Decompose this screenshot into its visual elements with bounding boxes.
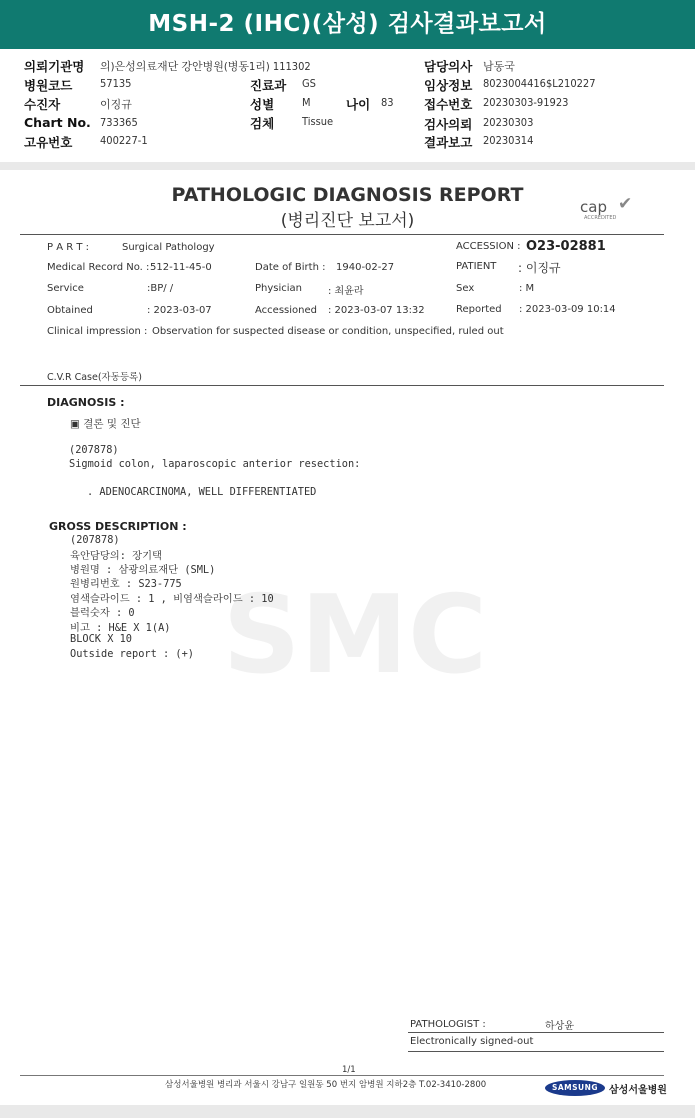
page-number: 1/1	[342, 1065, 356, 1075]
pathologist-name: 하상윤	[545, 1021, 574, 1032]
gross-line: (207878)	[70, 534, 120, 546]
clinical-info-label: 임상정보	[424, 78, 473, 93]
sex-label: 성별	[250, 97, 275, 112]
electronically-signed: Electronically signed-out	[410, 1036, 534, 1047]
doctor-value: 남동국	[483, 60, 515, 73]
unique-no-value: 400227-1	[100, 134, 148, 147]
report-date-label: 결과보고	[424, 135, 473, 150]
service-label: Service	[47, 283, 84, 294]
receipt-no-value: 20230303-91923	[483, 96, 569, 109]
svg-text:SMC: SMC	[222, 580, 488, 690]
diagnosis-heading: DIAGNOSIS :	[47, 396, 125, 409]
request-metadata	[0, 49, 695, 162]
age-label: 나이	[346, 97, 371, 112]
report-date-value: 20230314	[483, 134, 534, 147]
age-value: 83	[381, 96, 394, 109]
part-label: P A R T :	[47, 242, 90, 253]
samsung-logo: SAMSUNG	[545, 1080, 605, 1096]
gross-line: BLOCK X 10	[70, 633, 132, 645]
unique-no-label: 고유번호	[24, 135, 73, 150]
gross-line: 육안담당의: 장기택	[70, 550, 162, 562]
physician-label: Physician	[255, 283, 303, 294]
gross-line: 원병리번호 : S23-775	[70, 578, 182, 590]
cap-accredited-text: ACCREDITED	[584, 215, 617, 221]
diagnosis-specimen: Sigmoid colon, laparoscopic anterior resection:	[69, 458, 361, 470]
cap-logo-text: cap	[580, 198, 607, 216]
sex-value: M	[302, 96, 311, 109]
report-title-ko: (병리진단 보고서)	[280, 211, 415, 231]
specimen-value: Tissue	[302, 115, 334, 128]
specimen-label: 검체	[250, 116, 275, 131]
hospital-code-label: 병원코드	[24, 78, 73, 93]
request-date-value: 20230303	[483, 116, 534, 129]
hospital-code-value: 57135	[100, 77, 132, 90]
reported-value: : 2023-03-09 10:14	[519, 304, 616, 315]
signoff-rule-bottom	[408, 1051, 664, 1052]
footer-rule	[20, 1075, 664, 1076]
reported-label: Reported	[456, 304, 502, 315]
requesting-org-label: 의뢰기관명	[24, 59, 85, 74]
report-title-en: PATHOLOGIC DIAGNOSIS REPORT	[171, 184, 524, 206]
footer-address: 삼성서울병원 병리과 서울시 강남구 일원동 50 번지 암병원 지하2층 T.02-3410-2800	[165, 1080, 487, 1090]
pathology-report-page	[0, 170, 695, 1105]
obtained-value: : 2023-03-07	[147, 305, 212, 316]
header-rule	[20, 234, 664, 235]
sex-label-report: Sex	[456, 283, 475, 294]
requesting-org-value: 의)은성의료재단 강안병원(병동1리) 111302	[100, 60, 311, 73]
gross-line: 블럭숫자 : 0	[70, 607, 135, 619]
clinical-impression-label: Clinical impression :	[47, 326, 148, 337]
obtained-label: Obtained	[47, 305, 93, 316]
bottom-margin	[0, 1105, 695, 1118]
clinical-info-value: 8023004416$L210227	[483, 77, 596, 90]
gross-line: 염색슬라이드 : 1 , 비염색슬라이드 : 10	[70, 593, 274, 605]
accession-label: ACCESSION :	[456, 241, 521, 252]
patient-name-label: 수진자	[24, 97, 61, 112]
request-date-label: 검사의뢰	[424, 117, 473, 132]
gross-line: Outside report : (+)	[70, 648, 194, 660]
accessioned-value: : 2023-03-07 13:32	[328, 305, 425, 316]
cap-accredited-logo	[580, 194, 640, 222]
gross-line: 병원명 : 삼광의료재단 (SML)	[70, 564, 216, 576]
department-value: GS	[302, 77, 316, 90]
section-divider	[0, 162, 695, 170]
report-banner-title: MSH-2 (IHC)(삼성) 검사결과보고서	[0, 0, 695, 49]
physician-value: : 최윤라	[328, 286, 364, 297]
mrn-value: 512-11-45-0	[150, 262, 212, 273]
accessioned-label: Accessioned	[255, 305, 317, 316]
department-label: 진료과	[250, 78, 287, 93]
dob-value: 1940-02-27	[336, 262, 395, 273]
hospital-name: 삼성서울병원	[609, 1085, 667, 1096]
sex-value-report: : M	[519, 283, 535, 294]
cvr-case: C.V.R Case(자동등록)	[47, 372, 142, 383]
clinical-impression-value: Observation for suspected disease or condition, unspecified, ruled out	[152, 326, 504, 337]
accession-value: O23-02881	[526, 239, 606, 254]
diagnosis-conclusion-title: ▣ 결론 및 진단	[70, 418, 141, 430]
pathologist-label: PATHOLOGIST :	[410, 1019, 486, 1030]
checkmark-icon: ✔	[618, 194, 633, 214]
receipt-no-label: 접수번호	[424, 97, 473, 112]
patient-name-value: 이징규	[100, 98, 132, 111]
gross-line: 비고 : H&E X 1(A)	[70, 622, 171, 634]
gross-heading: GROSS DESCRIPTION :	[49, 520, 187, 533]
signoff-rule	[408, 1032, 664, 1033]
diagnosis-result: . ADENOCARCINOMA, WELL DIFFERENTIATED	[87, 486, 317, 498]
diagnosis-case-id: (207878)	[69, 444, 119, 456]
part-value: Surgical Pathology	[122, 242, 215, 253]
chart-no-label: Chart No.	[24, 115, 91, 130]
service-value: :BP/ /	[147, 283, 174, 294]
patient-label: PATIENT	[456, 261, 497, 272]
doctor-label: 담당의사	[424, 59, 473, 74]
patient-value: : 이징규	[518, 261, 561, 275]
dob-label: Date of Birth :	[255, 262, 326, 273]
mrn-label: Medical Record No. :	[47, 262, 150, 273]
diagnosis-rule	[20, 385, 664, 386]
chart-no-value: 733365	[100, 116, 138, 129]
